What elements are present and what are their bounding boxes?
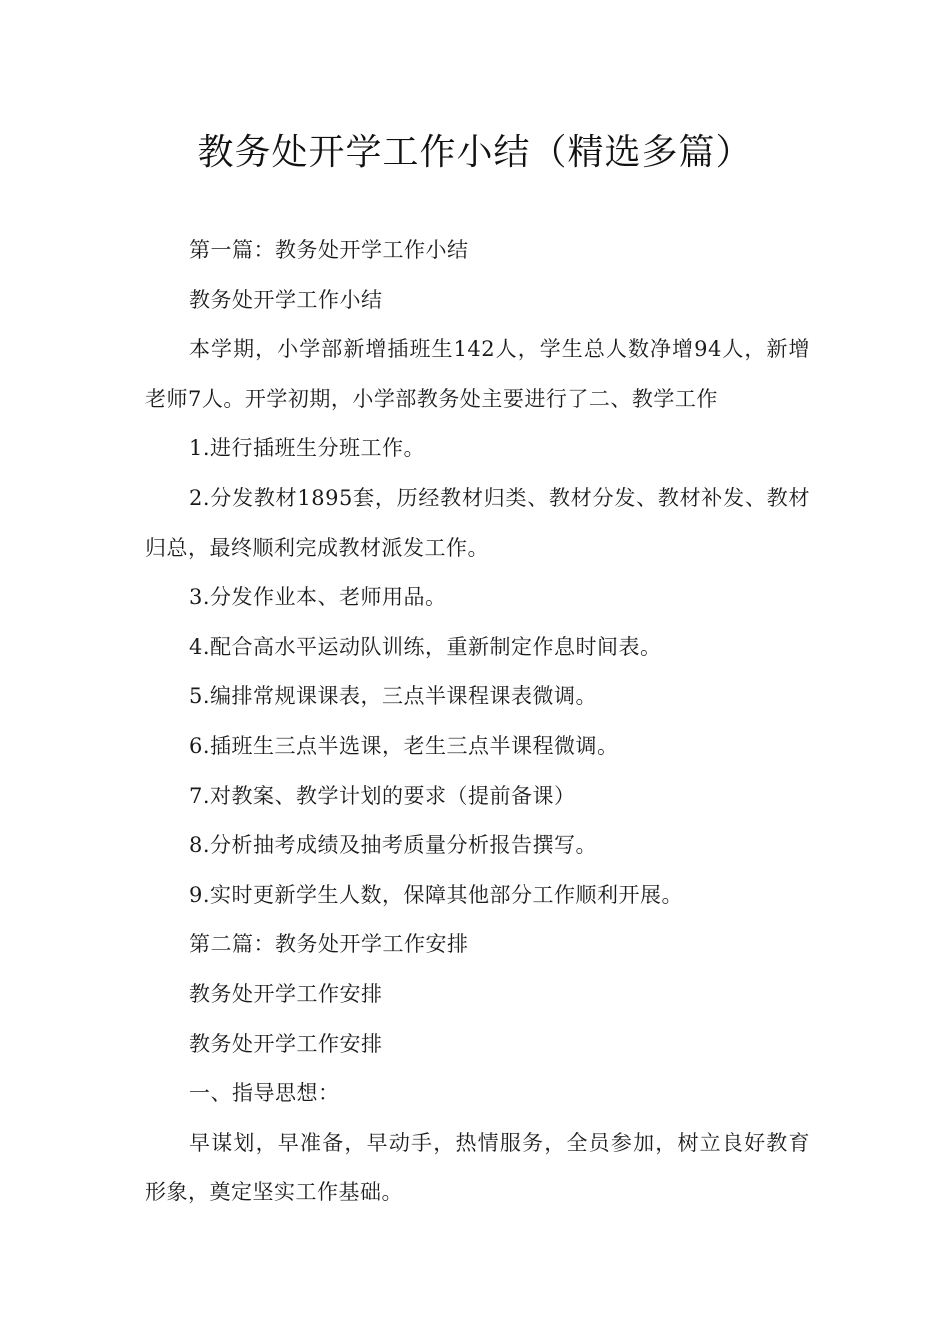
document-title: 教务处开学工作小结（精选多篇） (197, 132, 753, 173)
document-body (145, 226, 810, 1218)
list-item: 7.对教案、教学计划的要求（提前备课） (189, 783, 576, 808)
list-item: 5.编排常规课课表，三点半课程课表微调。 (189, 684, 598, 709)
list-item: 8.分析抽考成绩及抽考质量分析报告撰写。 (189, 833, 598, 858)
heading-part-two: 第二篇：教务处开学工作安排 (189, 932, 469, 957)
list-item: 9.实时更新学生人数，保障其他部分工作顺利开展。 (189, 882, 684, 907)
paragraph-guiding: 早谋划，早准备，早动手，热情服务，全员参加，树立良好教育形象，奠定坚实工作基础。 (145, 1130, 810, 1205)
paragraph-intro: 本学期，小学部新增插班生142人，学生总人数净增94人，新增老师7人。开学初期，小学部教务处主要进行了二、教学工作 (145, 337, 810, 411)
section-title: 教务处开学工作小结 (189, 287, 383, 312)
list-item: 3.分发作业本、老师用品。 (189, 585, 447, 610)
section-title: 教务处开学工作安排 (189, 981, 383, 1006)
subsection-heading: 一、指导思想： (189, 1081, 340, 1106)
heading-part-one: 第一篇：教务处开学工作小结 (189, 238, 469, 262)
list-item: 2.分发教材1895套，历经教材归类、教材分发、教材补发、教材归总，最终顺利完成教材派发工作。 (145, 485, 810, 560)
list-item: 1.进行插班生分班工作。 (189, 436, 426, 461)
section-title: 教务处开学工作安排 (189, 1031, 383, 1056)
list-item: 4.配合高水平运动队训练，重新制定作息时间表。 (189, 634, 662, 659)
list-item: 6.插班生三点半选课，老生三点半课程微调。 (189, 733, 619, 758)
